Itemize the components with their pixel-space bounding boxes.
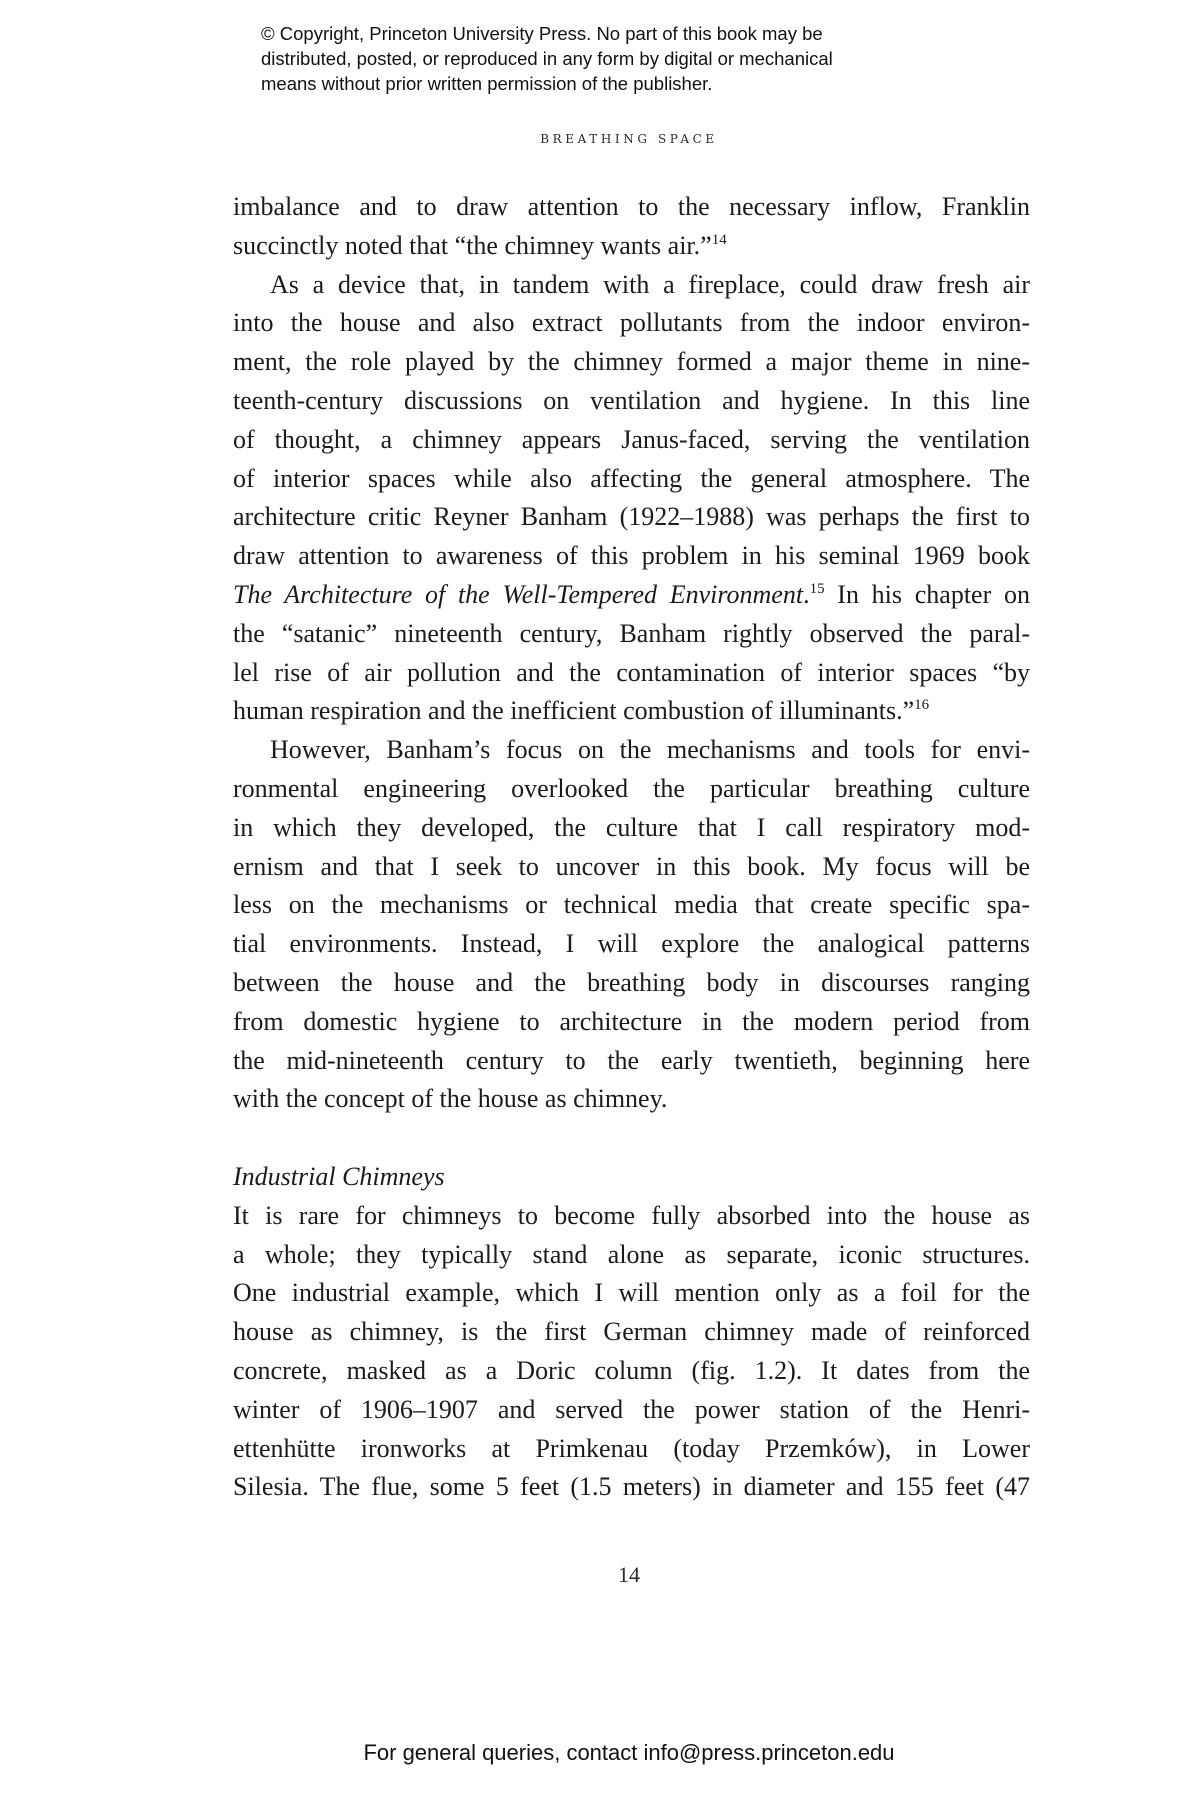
text-line: draw attention to awareness of this problem in his seminal 1969 book	[233, 541, 1030, 571]
copyright-line: means without prior written permission of the publisher.	[261, 73, 713, 94]
text-line: the mid-nineteenth century to the early twentieth, beginning here	[233, 1045, 1030, 1075]
section-spacer	[233, 1119, 1030, 1158]
text-line: lel rise of air pollution and the contamination of interior spaces “by	[233, 657, 1030, 687]
text-line: It is rare for chimneys to become fully absorbed into the house as	[233, 1200, 1030, 1230]
text-line: ettenhütte ironworks at Primkenau (today Przemków), in Lower	[233, 1433, 1030, 1463]
footer-contact: For general queries, contact info@press.princeton.edu	[363, 1740, 895, 1765]
text-line: a whole; they typically stand alone as separate, iconic structures.	[233, 1239, 1030, 1269]
text-line: into the house and also extract pollutants from the indoor environ-	[233, 308, 1030, 338]
text-line: house as chimney, is the first German chimney made of reinforced	[233, 1317, 1030, 1347]
text-line: concrete, masked as a Doric column (fig. 1.2). It dates from the	[233, 1355, 1030, 1385]
text-line	[233, 227, 1030, 266]
book-title: The Architecture of the Well-Tempered Environment	[233, 579, 804, 609]
text-run: In his chapter on	[824, 579, 1030, 609]
copyright-line: distributed, posted, or reproduced in any form by digital or mechanical	[261, 48, 833, 69]
section-heading: Industrial Chimneys	[233, 1161, 445, 1191]
text-line: between the house and the breathing body in discourses ranging	[233, 967, 1030, 997]
text-line: ronmental engineering overlooked the particular breathing culture	[233, 773, 1030, 803]
text-line: less on the mechanisms or technical media that create specific spa-	[233, 890, 1030, 920]
text-line: tial environments. Instead, I will explore the analogical patterns	[233, 929, 1030, 959]
text-line: with the concept of the house as chimney.	[233, 1084, 668, 1114]
body-text	[233, 188, 1030, 1507]
text-run: .	[803, 579, 810, 609]
copyright-line: © Copyright, Princeton University Press. No part of this book may be	[261, 23, 823, 44]
copyright-notice	[261, 21, 1021, 96]
text-line: winter of 1906–1907 and served the power station of the Henri-	[233, 1394, 1030, 1424]
text-line	[233, 576, 1030, 615]
text-line: teenth-century discussions on ventilation and hygiene. In this line	[233, 385, 1030, 415]
text-line: ment, the role played by the chimney formed a major theme in nine-	[233, 347, 1030, 377]
text-line: from domestic hygiene to architecture in the modern period from	[233, 1006, 1030, 1036]
running-head: BREATHING SPACE	[540, 132, 718, 146]
text-line: in which they developed, the culture that I call respiratory mod-	[233, 812, 1030, 842]
text-line: ernism and that I seek to uncover in this book. My focus will be	[233, 851, 1030, 881]
footnote-ref[interactable]: 15	[809, 580, 825, 597]
text-line: architecture critic Reyner Banham (1922–1988) was perhaps the first to	[233, 502, 1030, 532]
page-number: 14	[618, 1562, 640, 1587]
footnote-ref[interactable]: 14	[711, 231, 727, 248]
text-run: human respiration and the inefficient combustion of illuminants.”	[233, 696, 915, 726]
text-line: As a device that, in tandem with a fireplace, could draw fresh air	[270, 269, 1030, 299]
text-line: of thought, a chimney appears Janus-faced, serving the ventilation	[233, 424, 1030, 454]
text-line: However, Banham’s focus on the mechanisms and tools for envi-	[270, 735, 1030, 765]
text-line: of interior spaces while also affecting the general atmosphere. The	[233, 463, 1030, 493]
text-line: One industrial example, which I will mention only as a foil for the	[233, 1278, 1030, 1308]
text-line: imbalance and to draw attention to the necessary inflow, Franklin	[233, 192, 1030, 221]
text-line	[233, 692, 1030, 731]
text-line: the “satanic” nineteenth century, Banham rightly observed the paral-	[233, 618, 1030, 648]
footnote-ref[interactable]: 16	[914, 697, 930, 714]
text-line: Silesia. The flue, some 5 feet (1.5 meters) in diameter and 155 feet (47	[233, 1472, 1030, 1502]
text-run: succinctly noted that “the chimney wants air.”	[233, 230, 712, 260]
